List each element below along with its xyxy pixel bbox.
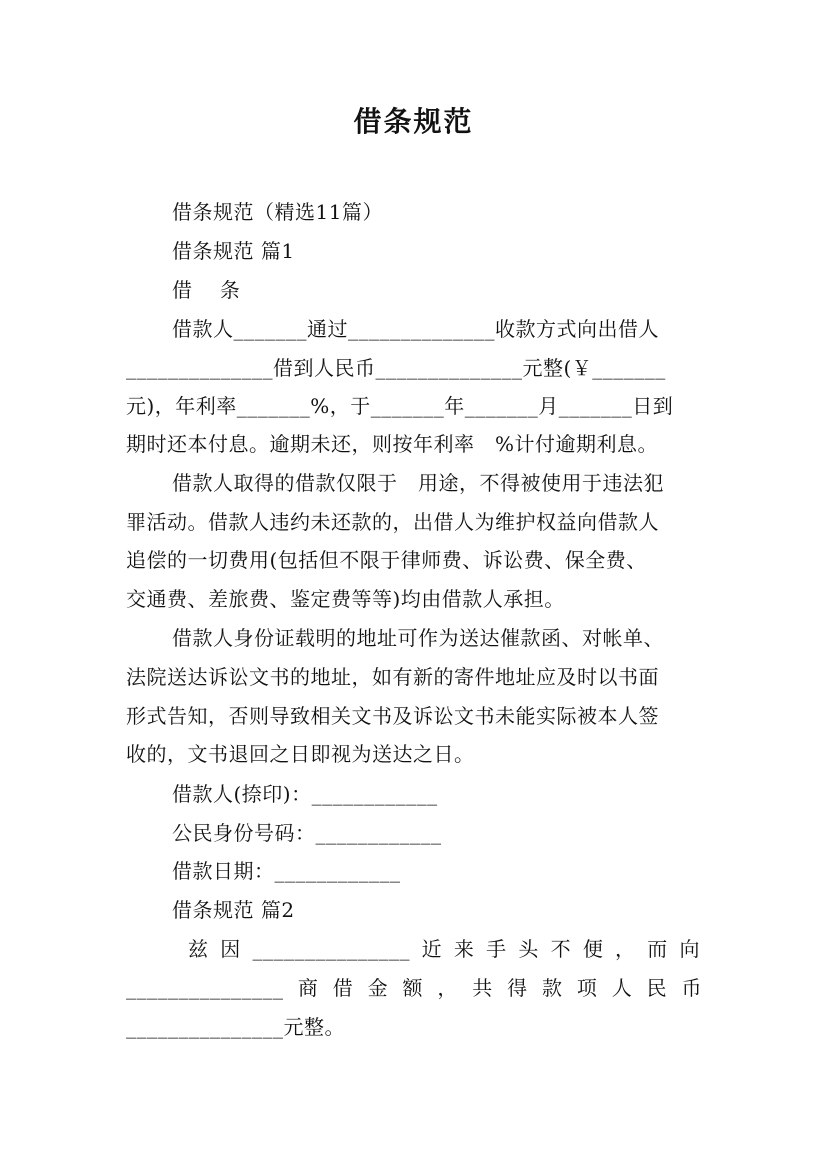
section-heading: 借条规范 篇1 <box>172 239 295 263</box>
paragraph-line: _______________商借金额，共得款项人民币 <box>126 976 702 1000</box>
id-number-line: 公民身份号码：____________ <box>172 821 442 845</box>
paragraph-line: 期时还本付息。逾期未还，则按年利率 %计付逾期利息。 <box>126 432 659 456</box>
paragraph-line: 借款人身份证载明的地址可作为送达催款函、对帐单、 <box>172 626 664 650</box>
paragraph-line: _______________元整。 <box>126 1015 345 1039</box>
iou-heading: 借 条 <box>172 278 241 302</box>
paragraph-line: 交通费、差旅费、鉴定费等等)均由借款人承担。 <box>126 587 565 611</box>
borrower-signature-line: 借款人(捺印)：____________ <box>172 782 438 806</box>
paragraph-line: 罪活动。借款人违约未还款的，出借人为维护权益向借款人 <box>126 510 659 534</box>
loan-date-line: 借款日期：____________ <box>172 859 401 883</box>
document-subtitle: 借条规范（精选11篇） <box>172 200 383 224</box>
paragraph-line: 元)，年利率_______%，于_______年_______月_______日到 <box>126 394 674 418</box>
paragraph-line: 收的，文书退回之日即视为送达之日。 <box>126 742 475 766</box>
paragraph-line: 借款人取得的借款仅限于 用途，不得被使用于违法犯 <box>172 471 664 495</box>
paragraph-line: 法院送达诉讼文书的地址，如有新的寄件地址应及时以书面 <box>126 665 659 689</box>
paragraph-line: 借款人_______通过______________收款方式向出借人 <box>172 317 659 341</box>
paragraph-line: ______________借到人民币______________元整(￥_______ <box>126 356 666 380</box>
paragraph-line: 追偿的一切费用(包括但不限于律师费、诉讼费、保全费、 <box>126 548 647 572</box>
paragraph-line: 形式告知，否则导致相关文书及诉讼文书未能实际被本人签 <box>126 704 659 728</box>
document-title: 借条规范 <box>353 105 474 138</box>
section-heading: 借条规范 篇2 <box>172 898 295 922</box>
paragraph-line: 兹因_______________近来手头不便，而向 <box>188 937 700 961</box>
